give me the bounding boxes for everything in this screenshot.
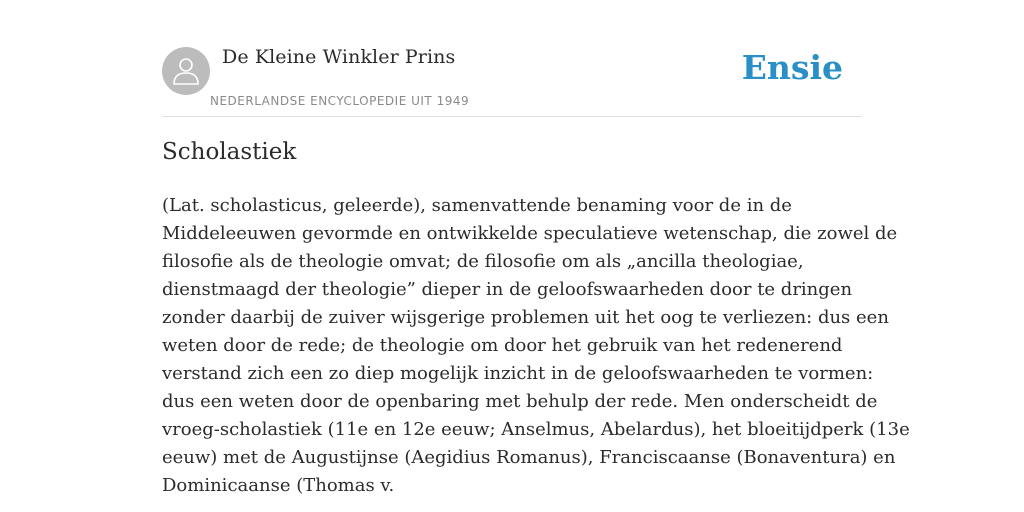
article-line: zonder daarbij de zuiver wijsgerige problemen uit het oog te verliezen: dus een (162, 307, 889, 328)
article-line: vroeg-scholastiek (11e en 12e eeuw; Anselmus, Abelardus), het bloeitijdperk (13e (162, 419, 910, 440)
source-subtitle: NEDERLANDSE ENCYCLOPEDIE UIT 1949 (210, 94, 470, 108)
article-line: filosofie als de theologie omvat; de filosofie om als „ancilla theologiae, (162, 251, 804, 272)
article-line: dus een weten door de openbaring met behulp der rede. Men onderscheidt de (162, 391, 878, 412)
article-line: eeuw) met de Augustijnse (Aegidius Romanus), Franciscaanse (Bonaventura) en (162, 447, 896, 468)
article-line: (Lat. scholasticus, geleerde), samenvattende benaming voor de in de (162, 195, 792, 216)
author-name[interactable]: De Kleine Winkler Prins (222, 46, 456, 68)
article-title: Scholastiek (162, 139, 297, 165)
article-line: verstand zich een zo diep mogelijk inzicht in de geloofswaarheden te vormen: (162, 363, 874, 384)
article-line: weten door de rede; de theologie om door het gebruik van het redenerend (162, 335, 843, 356)
header (162, 44, 862, 117)
article-body (162, 192, 910, 500)
article-line: Dominicaanse (Thomas v. (162, 475, 395, 496)
article-line: Middeleeuwen gevormde en ontwikkelde speculatieve wetenschap, die zowel de (162, 223, 898, 244)
brand-logo[interactable]: Ensie (741, 48, 843, 87)
article-line: dienstmaagd der theologie” dieper in de geloofswaarheden door te dringen (162, 279, 853, 300)
avatar[interactable] (162, 47, 210, 95)
user-icon (172, 56, 200, 86)
